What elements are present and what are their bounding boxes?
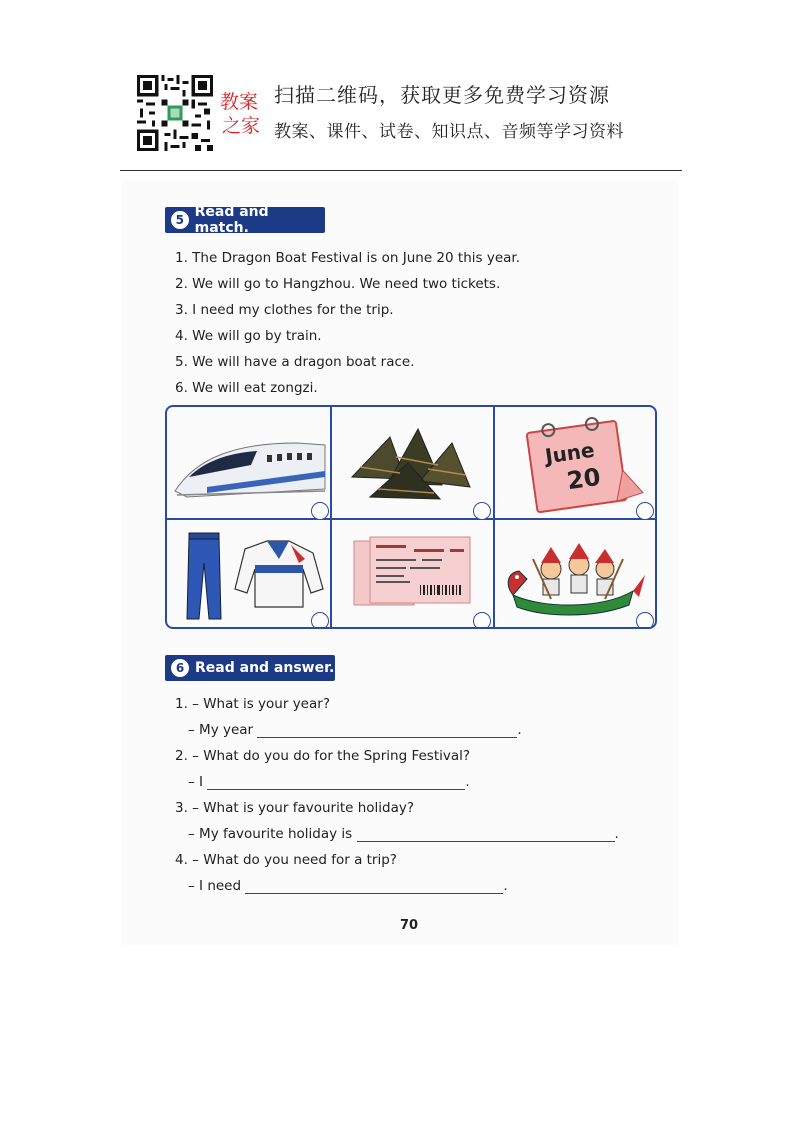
sentence-1: 1. The Dragon Boat Festival is on June 20 this year. bbox=[175, 250, 520, 266]
sentence-3: 3. I need my clothes for the trip. bbox=[175, 302, 394, 318]
brand-logo bbox=[220, 90, 260, 138]
brand-line-2: 之家 bbox=[222, 115, 261, 137]
calendar-day: 20 bbox=[565, 462, 603, 496]
qr-code-icon bbox=[137, 75, 213, 151]
zongzi-icon bbox=[330, 407, 493, 518]
answer-circle-train[interactable] bbox=[311, 502, 329, 520]
answer-circle-calendar[interactable] bbox=[636, 502, 654, 520]
sentence-2: 2. We will go to Hangzhou. We need two tickets. bbox=[175, 276, 501, 292]
picture-train bbox=[167, 407, 330, 518]
header-tagline-2: 教案、课件、试卷、知识点、音频等学习资料 bbox=[274, 122, 624, 142]
section-5-heading: Read and match. bbox=[194, 204, 269, 236]
header-divider bbox=[120, 170, 682, 171]
question-1: 1. – What is your year? bbox=[175, 696, 330, 712]
question-4: 4. – What do you need for a trip? bbox=[175, 852, 397, 868]
page-header bbox=[0, 0, 800, 172]
dragon-boat-icon bbox=[493, 519, 656, 629]
page-number: 70 bbox=[400, 918, 419, 933]
train-ticket-icon bbox=[330, 519, 493, 629]
question-3: 3. – What is your favourite holiday? bbox=[175, 800, 415, 816]
answer-circle-clothes[interactable] bbox=[311, 612, 329, 629]
answer-circle-zongzi[interactable] bbox=[473, 502, 491, 520]
section-5-number: 5 bbox=[171, 211, 189, 229]
sentence-5: 5. We will have a dragon boat race. bbox=[175, 354, 415, 370]
train-icon bbox=[167, 407, 330, 518]
picture-clothes bbox=[167, 519, 330, 629]
answer-blank-3[interactable] bbox=[357, 827, 615, 842]
sentence-6: 6. We will eat zongzi. bbox=[175, 380, 318, 396]
picture-tickets bbox=[330, 519, 493, 629]
picture-dragon-boat bbox=[493, 519, 656, 629]
header-tagline-1: 扫描二维码，获取更多免费学习资源 bbox=[274, 83, 610, 107]
calendar-month: June bbox=[543, 437, 596, 469]
section-6-number: 6 bbox=[171, 659, 189, 677]
question-2: 2. – What do you do for the Spring Festival? bbox=[175, 748, 471, 764]
answer-line-2[interactable]: – I . bbox=[188, 774, 470, 790]
answer-blank-1[interactable] bbox=[257, 723, 517, 738]
answer-circle-dragon-boat[interactable] bbox=[636, 612, 654, 629]
section-5-title bbox=[165, 204, 325, 236]
picture-calendar bbox=[493, 407, 656, 518]
brand-line-1: 教案 bbox=[220, 91, 259, 113]
answer-line-3[interactable]: – My favourite holiday is . bbox=[188, 826, 619, 842]
answer-circle-tickets[interactable] bbox=[473, 612, 491, 629]
clothes-icon bbox=[167, 519, 330, 629]
picture-match-grid bbox=[165, 405, 657, 629]
answer-blank-2[interactable] bbox=[207, 775, 465, 790]
section-6-title bbox=[165, 655, 335, 681]
picture-zongzi bbox=[330, 407, 493, 518]
section-6-heading: Read and answer. bbox=[195, 660, 335, 676]
answer-line-4[interactable]: – I need . bbox=[188, 878, 508, 894]
answer-blank-4[interactable] bbox=[245, 879, 503, 894]
sentence-4: 4. We will go by train. bbox=[175, 328, 322, 344]
answer-line-1[interactable]: – My year . bbox=[188, 722, 522, 738]
